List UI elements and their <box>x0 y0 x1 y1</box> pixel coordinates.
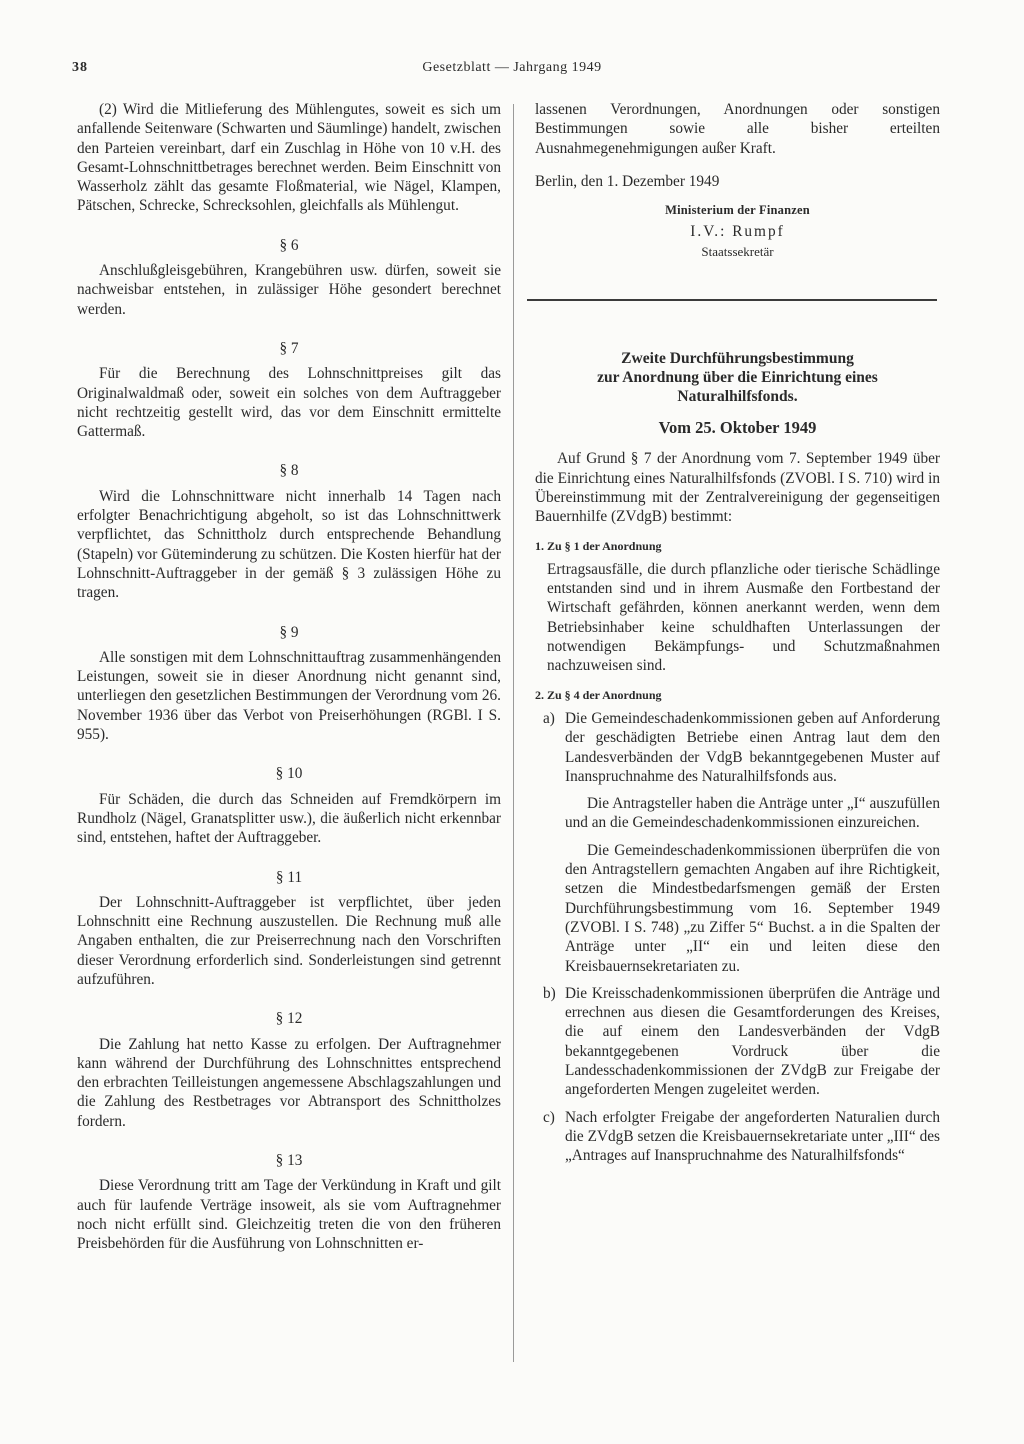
subitem-a-label: a) <box>543 709 555 727</box>
page-number: 38 <box>72 60 88 75</box>
item-1-text: Ertragsausfälle, die durch pflanzliche oder tierische Schädlinge entstanden sind und in ihrem Ausmaße den Fortbestand der Wirtschaft gefährden, können anerkannt werden, wenn dem Betriebsinhaber keine schuldhaften Unterlassungen der notwendigen Bekämpfungs- und Schutzmaßnahmen nachzuweisen sind. <box>547 560 940 675</box>
section-heading-12: § 12 <box>275 1010 303 1028</box>
section-heading-7: § 7 <box>279 339 299 357</box>
section-rule <box>527 299 937 301</box>
document-date: Vom 25. Oktober 1949 <box>658 418 817 438</box>
column-divider <box>513 104 514 1362</box>
subitem-c-label: c) <box>543 1108 555 1126</box>
subitem-a-paragraph-2: Die Antragsteller haben die Anträge unter „I“ auszufüllen und an die Gemeindeschadenkommissionen einzureichen. <box>565 795 940 832</box>
subitem-b-text: Die Kreisschadenkommissionen überprüfen die Anträge und errechnen aus diesen die Gesamtforderungen des Kreises, die auf einem den Landesverbänden der VdgB bekanntgegebenen Vordruck über die Landesschadenkommissionen der ZVdgB zur Freigabe der angeforderten Mengen zugeleitet werden. <box>565 984 940 1099</box>
page-header <box>72 60 952 82</box>
subitem-c-text: Nach erfolgter Freigabe der angeforderten Naturalien durch die ZVdgB setzen die Kreisbauernsekretariate unter „III“ des „Antrages auf Inanspruchnahme des Naturalhilfsfonds“ <box>565 1108 940 1165</box>
document-title-line-3: Naturalhilfsfonds. <box>677 388 798 406</box>
preamble: Auf Grund § 7 der Anordnung vom 7. September 1949 über die Einrichtung eines Naturalhilfsfonds (ZVOBl. I S. 710) wird in Übereinstimmung mit der Zentralvereinigung der gegenseitigen Bauernhilfe (ZVdgB) bestimmt: <box>535 450 940 526</box>
section-text-7: Für die Berechnung des Lohnschnittpreises gilt das Originalwaldmaß oder, soweit ein solches von dem Auftraggeber nicht rechtzeitig gestellt wird, das vor dem Einschnitt ermittelte Gattermaß. <box>77 365 501 441</box>
subitem-a-text: Die Gemeindeschadenkommissionen geben auf Anforderung der geschädigten Betriebe einen Antrag laut dem den Landesverbänden der VdgB bekanntgegebenen Muster auf Inanspruchnahme des Naturalhilfsfonds aus. <box>565 709 940 785</box>
section-heading-13: § 13 <box>275 1152 303 1170</box>
subitem-b <box>535 984 940 1100</box>
subitem-a-paragraph-3: Die Gemeindeschadenkommissionen überprüfen die von den Antragstellern gemachten Angaben auf ihre Richtigkeit, setzen die Mindestbedarfsmengen gemäß der Ersten Durchführungsbestimmung vom 16. September 1949 (ZVOBl. I S. 748) „zu Ziffer 5“ Buchst. a in die Spalten der Anträge unter „II“ ein und leiten diese den Kreisbauernsekretariaten zu. <box>565 841 940 975</box>
section-text-9: Alle sonstigen mit dem Lohnschnittauftrag zusammenhängenden Leistungen, soweit sie in dieser Anordnung nicht genannt sind, unterliegen den gesetzlichen Bestimmungen der Verordnung vom 26. November 1936 über das Verbot von Preiserhöhungen (RGBl. I S. 955). <box>77 648 501 744</box>
section-text-11: Der Lohnschnitt-Auftraggeber ist verpflichtet, über jeden Lohnschnitt eine Rechnung auszustellen. Die Rechnung muß alle Angaben enthalten, die zur Preiserrechnung nach den Vorschriften dieser Verordnung erforderlich sind. Sonderleistungen sind getrennt aufzuführen. <box>77 893 501 988</box>
section-text-13: Diese Verordnung tritt am Tage der Verkündung in Kraft und gilt auch für laufende Verträge insoweit, als sie vom Auftragnehmer noch nicht erfüllt sind. Gleichzeitig treten die von den früheren Preisbehörden für die Ausführung von Lohnschnitten er- <box>77 1177 501 1253</box>
section-text-12: Die Zahlung hat netto Kasse zu erfolgen. Der Auftragnehmer kann während der Durchführung des Lohnschnittes entsprechend den erbrachten Teilleistungen angemessene Abschlagszahlungen und die Zahlung des Restbetrages vor Abtransport des Schnittholzes fordern. <box>77 1035 501 1130</box>
section-text-6: Anschlußgleisgebühren, Krangebühren usw. dürfen, soweit sie nachweisbar entstehen, in zulässiger Höhe gesondert berechnet werden. <box>77 262 501 318</box>
section-text-10: Für Schäden, die durch das Schneiden auf Fremdkörpern im Rundholz (Nägel, Granatsplitter usw.), die äußerlich nicht erkennbar sind, entstehen, haftet der Auftraggeber. <box>77 790 501 847</box>
signer-role: Staatssekretär <box>701 243 774 259</box>
subitem-c <box>535 1108 940 1166</box>
section-heading-6: § 6 <box>279 236 299 254</box>
section-heading-11: § 11 <box>275 868 303 886</box>
document-title-line-1: Zweite Durchführungsbestimmung <box>621 350 854 368</box>
place-date: Berlin, den 1. Dezember 1949 <box>535 172 720 190</box>
subitem-b-label: b) <box>543 984 556 1002</box>
paragraph-intro: (2) Wird die Mitlieferung des Mühlengutes, soweit es sich um anfallende Seitenware (Schwarten und Säumlinge) handelt, zwischen den Parteien vereinbart, darf ein Zuschlag in Höhe von 10 v.H. des Gesamt-Lohnschnittbetrages berechnet werden. Beim Einschnitt von Wasserholz zählt das gesamte Floßmaterial, wie Nägel, Klampen, Pätschen, Schrecke, Schrecksohlen, gleichfalls als Mühlengut. <box>77 101 501 215</box>
section-heading-8: § 8 <box>279 462 299 480</box>
continuation-paragraph: lassenen Verordnungen, Anordnungen oder sonstigen Bestimmungen sowie alle bisher erteilten Ausnahmegenehmigungen außer Kraft. <box>535 101 940 157</box>
document-title-line-2: zur Anordnung über die Einrichtung eines <box>597 369 878 387</box>
right-column <box>535 100 940 1165</box>
running-head: Gesetzblatt — Jahrgang 1949 <box>422 60 602 75</box>
left-column <box>77 100 501 1254</box>
item-1-heading: 1. Zu § 1 der Anordnung <box>535 538 662 553</box>
signer-name: I.V.: Rumpf <box>690 223 785 241</box>
section-text-8: Wird die Lohnschnittware nicht innerhalb 14 Tagen nach erfolgter Benachrichtigung abgeholt, so ist das Lohnschnittwerk verpflichtet, das Schnittholz durch entsprechende Behandlung (Stapeln) vor Güteminderung zu schützen. Die Kosten hierfür hat der Lohnschnitt-Auftraggeber in der gemäß § 3 zulässigen Höhe zu tragen. <box>77 487 501 602</box>
ministry-name: Ministerium der Finanzen <box>665 203 810 218</box>
item-2-heading: 2. Zu § 4 der Anordnung <box>535 687 662 702</box>
subitem-a <box>535 709 940 786</box>
section-heading-10: § 10 <box>275 765 303 783</box>
section-heading-9: § 9 <box>279 623 299 641</box>
